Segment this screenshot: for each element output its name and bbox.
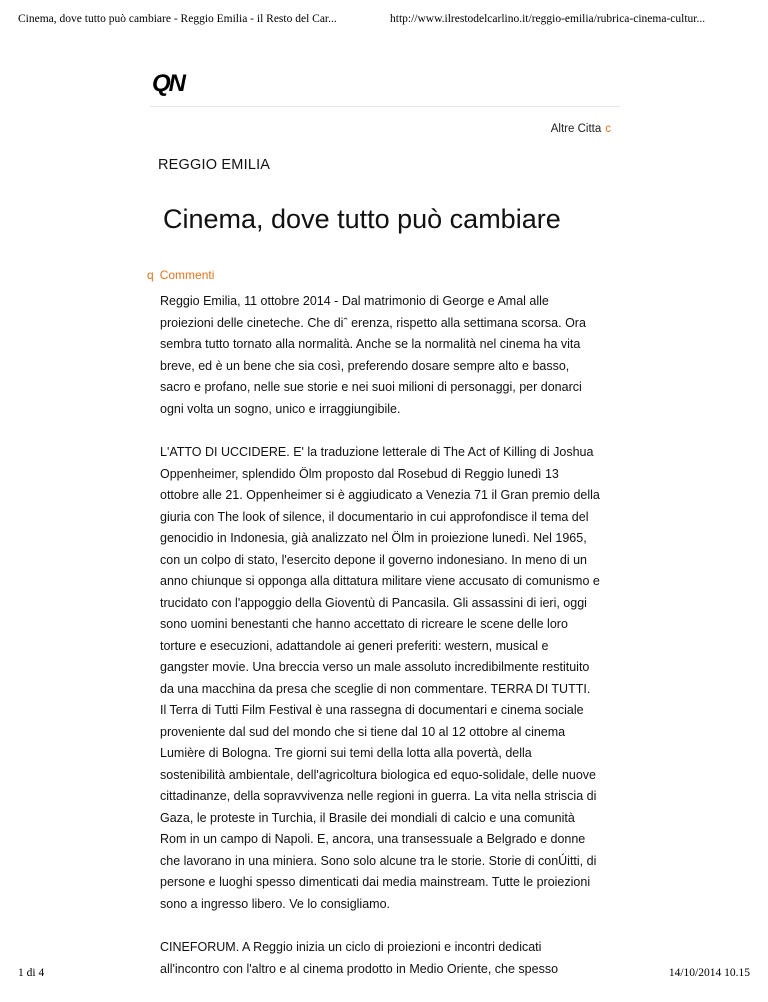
section-city[interactable]: REGGIO EMILIA xyxy=(158,157,271,173)
article-paragraph: Reggio Emilia, 11 ottobre 2014 - Dal matrimonio di George e Amal alle proiezioni delle cineteche. Che diˆ erenza, rispetto alla settimana scorsa. Ora sembra tutto tornato alla normalità. Anche se la normalità nel cinema ha vita breve, ed è un bene che sia così, preferendo dosare sempre alto e basso, sacro e profano, nelle sue storie e nei suoi milioni di personaggi, per donarci ogni volta un sogno, unico e irraggiungibile. xyxy=(160,294,586,416)
comments-label: Commenti xyxy=(159,268,215,282)
header-divider xyxy=(150,106,620,107)
print-datetime: 14/10/2014 10.15 xyxy=(668,967,750,979)
article-paragraph: CINEFORUM. A Reggio inizia un ciclo di proiezioni e incontri dedicati all'incontro con l'altro e al cinema prodotto in Medio Oriente, che spesso xyxy=(160,940,559,976)
chevron-down-icon: c xyxy=(605,123,611,135)
print-page-url[interactable]: http://www.ilrestodelcarlino.it/reggio-emilia/rubrica-cinema-cultur... xyxy=(390,13,706,25)
article-headline: Cinema, dove tutto può cambiare xyxy=(163,204,561,234)
comments-link[interactable] xyxy=(147,268,214,282)
altre-citta-label: Altre Citta xyxy=(550,123,602,135)
article-paragraph: L'ATTO DI UCCIDERE. E' la traduzione letterale di The Act of Killing di Joshua Oppenheimer, splendido Ölm proposto dal Rosebud di Reggio lunedì 13 ottobre alle 21. Oppenheimer si è aggiudicato a Venezia 71 il Gran premio della giuria con The look of silence, il documentario in cui approfondisce il tema del genocidio in Indonesia, già analizzato nel Ölm in proiezione lunedì. Nel 1965, con un colpo di stato, l'esercito depone il governo indonesiano. In meno di un anno chiunque si opponga alla dittatura militare viene accusato di comunismo e trucidato con l'appoggio della Gioventù di Pancasila. Gli assassini di ieri, oggi sono uomini benestanti che hanno accettato di ricreare le scene delle loro torture e esecuzioni, adattandole ai generi preferiti: western, musical e gangster movie. Una breccia verso un male assoluto incredibilmente restituito da una macchina da presa che sceglie di non commentare. TERRA DI TUTTI. Il Terra di Tutti Film Festival è una rassegna di documentari e cinema sociale proveniente dal sud del mondo che si tiene dal 10 al 12 ottobre al cinema Lumière di Bologna. Tre giorni sui temi della lotta alla povertà, della sostenibilità ambientale, dell'agricoltura biologica ed equo-solidale, delle nuove cittadinanze, della sopravvivenza nelle regioni in guerra. La vita nella striscia di Gaza, le proteste in Turchia, il Brasile dei mondiali di calcio e una comunità Rom in un campo di Napoli. E, ancora, una transessuale a Belgrado e donne che lavorano in una miniera. Sono solo alcune tra le storie. Storie di conÚitti, di persone e luoghi spesso dimenticati dai media mainstream. Tutte le proiezioni sono a ingresso libero. Ve lo consigliamo. xyxy=(160,445,600,911)
altre-citta-menu[interactable] xyxy=(551,123,611,135)
qn-logo[interactable]: QN xyxy=(152,70,184,97)
comment-icon: q xyxy=(147,268,154,282)
print-page-title: Cinema, dove tutto può cambiare - Reggio Emilia - il Resto del Car... xyxy=(18,13,337,25)
print-page-number: 1 di 4 xyxy=(18,967,45,979)
article-body xyxy=(160,291,600,1002)
print-footer xyxy=(18,967,750,983)
print-header xyxy=(18,13,750,29)
